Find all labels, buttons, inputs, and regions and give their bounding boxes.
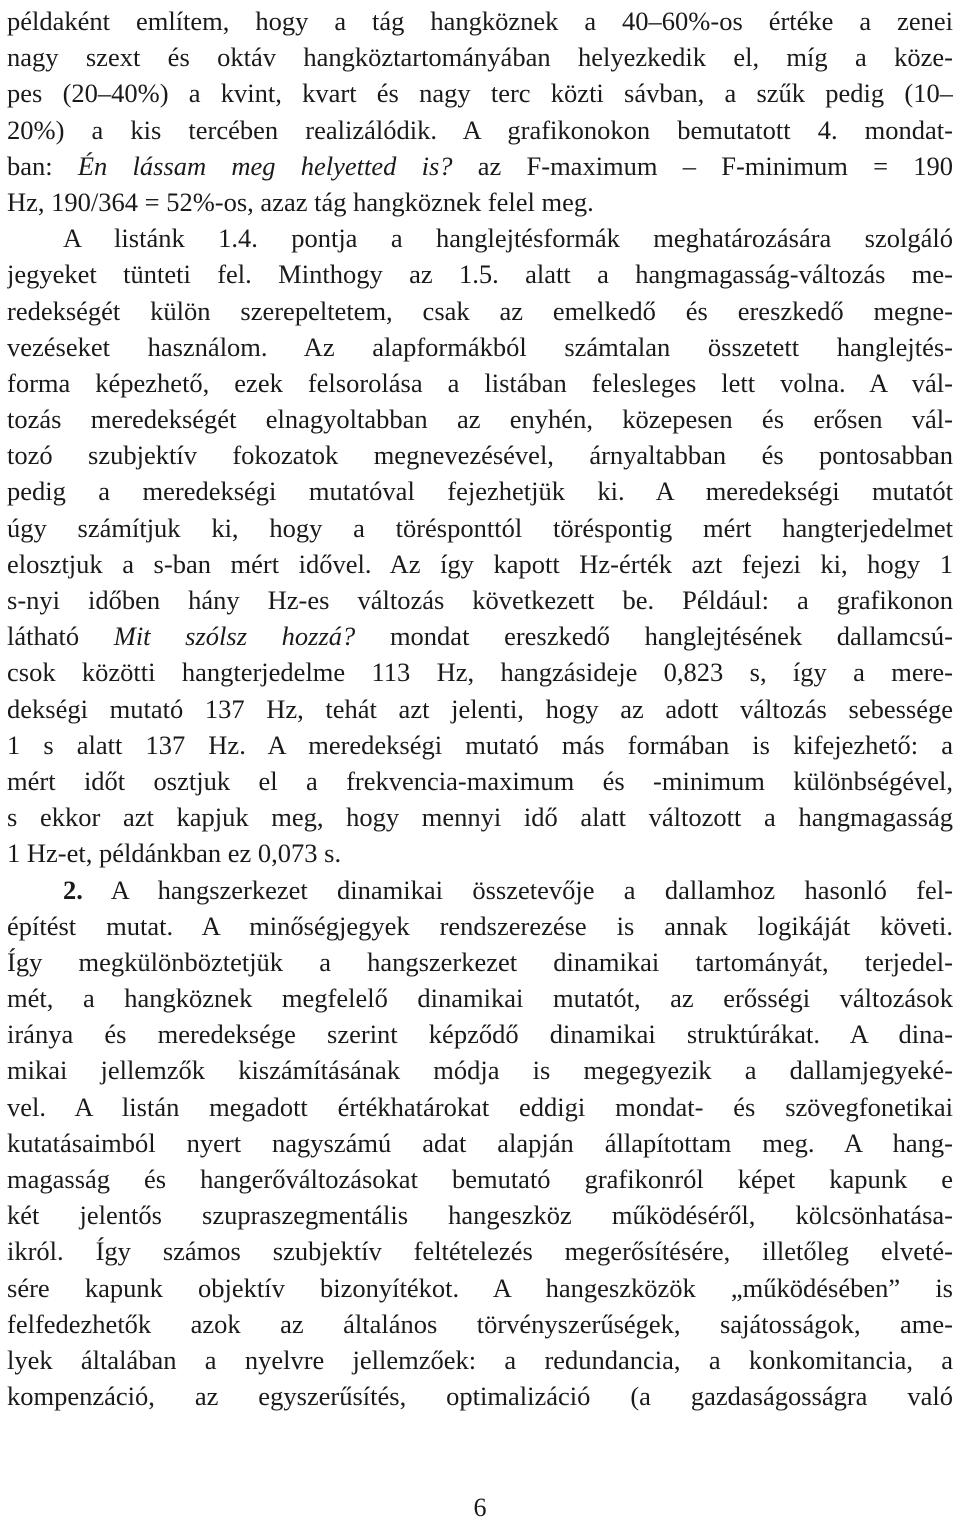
text-segment: 1 s alatt 137 Hz. A meredekségi mutató más formában is kifejezhető: a [7, 729, 953, 760]
text-line [7, 546, 953, 582]
text-line [7, 329, 953, 365]
text-line [7, 1233, 953, 1269]
text-segment: 1 Hz-et, példánkban ez 0,073 s. [7, 838, 342, 869]
text-segment: s-nyi időben hány Hz-es változás következett be. Például: a grafikonon [7, 585, 953, 615]
text-line [7, 799, 953, 835]
text-segment: sére kapunk objektív bizonyítékot. A hangeszközök „működésében” is [7, 1272, 953, 1303]
page-number: 6 [473, 1493, 487, 1522]
text-segment: s ekkor azt kapjuk meg, hogy mennyi idő alatt változott a hangmagasság [7, 802, 953, 833]
text-line [7, 75, 953, 111]
text-line [7, 437, 953, 473]
text-line [7, 908, 953, 944]
text-segment: csok közötti hangterjedelme 113 Hz, hangzásideje 0,823 s, így a mere- [7, 657, 953, 688]
text-line [7, 1089, 953, 1125]
text-line [7, 1016, 953, 1052]
text-line [7, 293, 953, 329]
text-segment: látható [7, 621, 114, 652]
text-line [7, 256, 953, 292]
section-number: 2. [63, 874, 83, 905]
text-line [7, 618, 953, 654]
text-line [7, 473, 953, 509]
text-segment: felfedezhetők azok az általános törvényszerűségek, sajátosságok, ame- [7, 1308, 953, 1339]
text-segment: vel. A listán megadott értékhatárokat eddigi mondat- és szövegfonetikai [7, 1091, 953, 1122]
text-segment: pedig a meredekségi mutatóval fejezhetjük ki. A meredekségi mutatót [7, 476, 953, 507]
text-segment: A listánk 1.4. pontja a hanglejtésformák meghatározására szolgáló [63, 223, 953, 254]
text-segment: mét, a hangköznek megfelelő dinamikai mutatót, az erősségi változások [7, 983, 953, 1014]
text-line [7, 1125, 953, 1161]
text-segment: Így megkülönböztetjük a hangszerkezet dinamikai tartományát, terjedel- [7, 946, 953, 977]
text-line [7, 763, 953, 799]
text-line [7, 148, 953, 184]
italic-example-sentence: Mit szólsz hozzá? [113, 621, 356, 652]
italic-example-sentence: Én lássam meg helyetted is? [77, 150, 453, 181]
text-segment: kutatásaimból nyert nagyszámú adat alapján állapítottam meg. A hang- [7, 1127, 953, 1158]
text-segment: kompenzáció, az egyszerűsítés, optimalizáció (a gazdaságosságra való [7, 1381, 953, 1412]
text-line [7, 872, 953, 908]
text-line [7, 582, 953, 618]
text-segment: redekségét külön szerepeltetem, csak az emelkedő és ereszkedő megne- [7, 295, 953, 326]
text-line [7, 1270, 953, 1306]
text-line [7, 835, 953, 871]
text-line [7, 1378, 953, 1414]
text-segment: 20%) a kis tercében realizálódik. A grafikonokon bemutatott 4. mondat- [7, 114, 953, 145]
text-segment: mikai jellemzők kiszámításának módja is megegyezik a dallamjegyeké- [7, 1055, 953, 1086]
text-segment: jegyeket tünteti fel. Minthogy az 1.5. alatt a hangmagasság-változás me- [7, 259, 953, 290]
text-segment: mondat ereszkedő hanglejtésének dallamcsú- [355, 621, 953, 652]
text-segment: lyek általában a nyelvre jellemzőek: a redundancia, a konkomitancia, a [7, 1344, 953, 1375]
text-line [7, 691, 953, 727]
text-line [7, 944, 953, 980]
text-line [7, 184, 953, 220]
text-line [7, 39, 953, 75]
text-line [7, 112, 953, 148]
text-line [7, 1342, 953, 1378]
text-line [7, 365, 953, 401]
text-line [7, 220, 953, 256]
text-segment: tozás meredekségét elnagyoltabban az enyhén, közepesen és erősen vál- [7, 404, 953, 435]
text-segment: vezéseket használom. Az alapformákból számtalan összetett hanglejtés- [7, 331, 953, 362]
text-line [7, 654, 953, 690]
text-segment: elosztjuk a s-ban mért idővel. Az így kapott Hz-érték azt fejezi ki, hogy 1 [7, 548, 953, 579]
text-segment: úgy számítjuk ki, hogy a törésponttól töréspontig mért hangterjedelmet [7, 512, 953, 543]
text-segment: nagy szext és oktáv hangköztartományában helyezkedik el, míg a köze- [7, 42, 953, 73]
text-line [7, 1161, 953, 1197]
text-segment: építést mutat. A minőségjegyek rendszerezése is annak logikáját követi. [7, 910, 953, 941]
text-segment: magasság és hangerőváltozásokat bemutató grafikonról képet kapunk e [7, 1164, 953, 1194]
text-line [7, 401, 953, 437]
text-line [7, 727, 953, 763]
text-segment: iránya és meredeksége szerint képződő dinamikai struktúrákat. A dina- [7, 1019, 953, 1050]
text-segment: mért időt osztjuk el a frekvencia-maximum és -minimum különbségével, [7, 765, 953, 796]
body-text [7, 3, 953, 1414]
text-segment: A hangszerkezet dinamikai összetevője a dallamhoz hasonló fel- [82, 874, 953, 905]
text-segment: dekségi mutató 137 Hz, tehát azt jelenti, hogy az adott változás sebessége [7, 693, 953, 724]
text-segment: két jelentős szupraszegmentális hangeszköz működéséről, kölcsönhatása- [7, 1200, 953, 1231]
text-segment: forma képezhető, ezek felsorolása a listában felesleges lett volna. A vál- [7, 367, 953, 398]
text-segment: ikról. Így számos szubjektív feltételezés megerősítésére, illetőleg elveté- [7, 1236, 953, 1267]
text-line [7, 3, 953, 39]
text-line [7, 1306, 953, 1342]
text-segment: az F-maximum – F-minimum = 190 [452, 150, 953, 181]
text-segment: Hz, 190/364 = 52%-os, azaz tág hangköznek felel meg. [7, 186, 594, 217]
text-line [7, 1197, 953, 1233]
text-segment: pes (20–40%) a kvint, kvart és nagy terc közti sávban, a szűk pedig (10– [7, 78, 953, 109]
text-segment: példaként említem, hogy a tág hangköznek a 40–60%-os értéke a zenei [7, 6, 953, 36]
text-segment: ban: [7, 150, 78, 181]
text-line [7, 980, 953, 1016]
text-segment: tozó szubjektív fokozatok megnevezésével, árnyaltabban és pontosabban [7, 440, 953, 471]
text-line [7, 1052, 953, 1088]
text-line [7, 510, 953, 546]
